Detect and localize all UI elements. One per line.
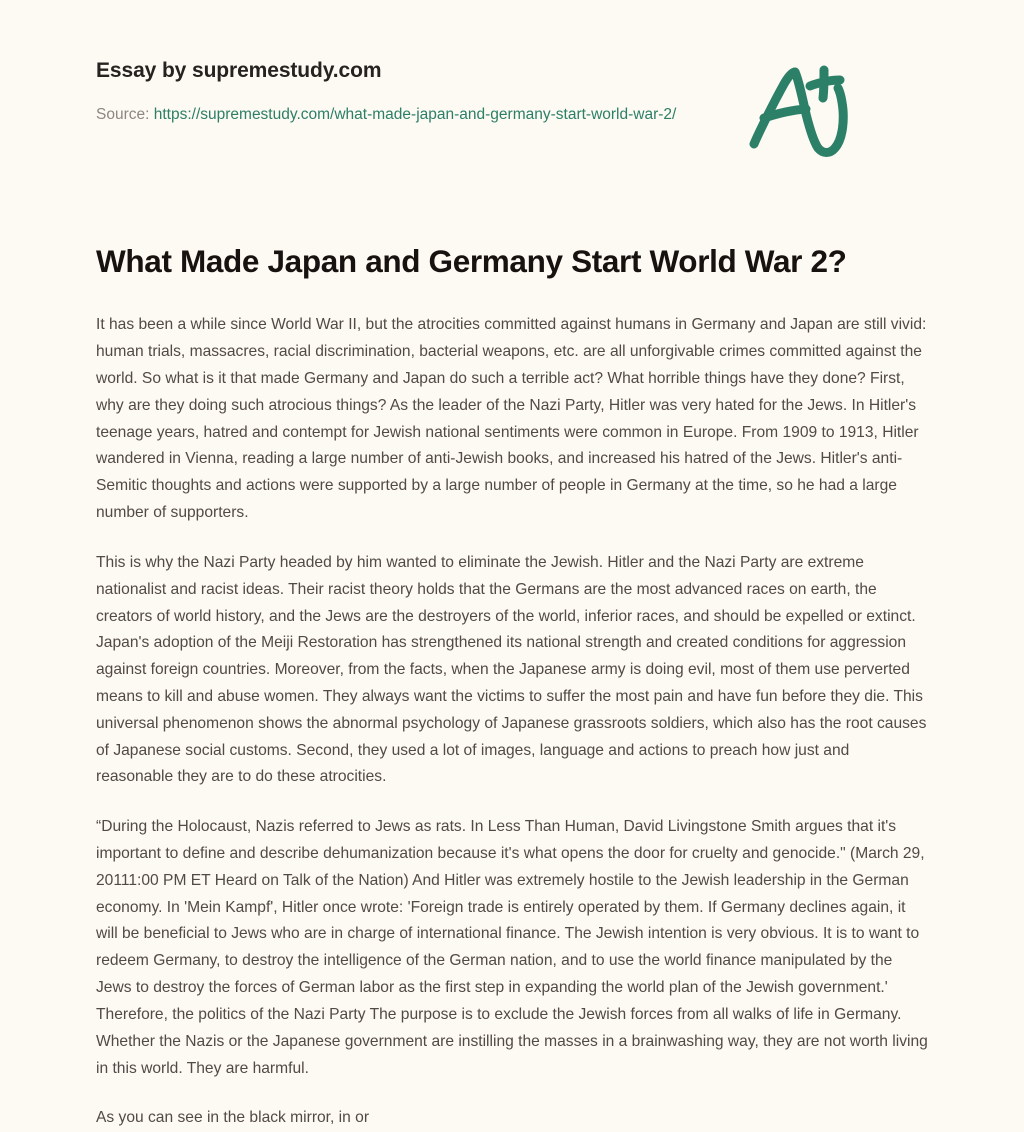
source-url-link[interactable]: https://supremestudy.com/what-made-japan-and-germany-start-world-war-2/ — [153, 106, 677, 124]
body-paragraph: This is why the Nazi Party headed by him wanted to eliminate the Jewish. Hitler and the Nazi Party are extreme nationalist and racist ideas. Their racist theory holds that the Germans are the most advanced races on earth, the creators of world history, and the Jews are the destroyers of the world, inferior races, and should be expelled or extinct. Japan's adoption of the Meiji Restoration has strengthened its national strength and created conditions for aggression against foreign countries. Moreover, from the facts, when the Japanese army is doing evil, most of them use perverted means to kill and abuse women. They always want the victims to suffer the most pain and have fun before they die. This universal phenomenon shows the abnormal psychology of Japanese grassroots soldiers, which also has the root causes of Japanese social customs. Second, they used a lot of images, language and actions to preach how just and reasonable they are to do these atrocities. — [96, 553, 927, 786]
byline: Essay by supremestudy.com — [96, 59, 382, 82]
body-paragraph: It has been a while since World War II, but the atrocities committed against humans in Germany and Japan are still vivid: human trials, massacres, racial discrimination, bacterial weapons, etc. are all unforgivable crimes committed against the world. So what is it that made Germany and Japan do such a terrible act? What horrible things have they done? First, why are they doing such atrocious things? As the leader of the Nazi Party, Hitler was very hated for the Jews. In Hitler's teenage years, hatred and contempt for Jewish national sentiments were common in Europe. From 1909 to 1913, Hitler wandered in Vienna, reading a large number of anti-Jewish books, and increased his hatred of the Jews. Hitler's anti-Semitic thoughts and actions were supported by a large number of people in Germany at the time, so he had a large number of supporters. — [96, 316, 927, 522]
body-paragraph: “During the Holocaust, Nazis referred to Jews as rats. In Less Than Human, David Livingstone Smith argues that it's important to define and describe dehumanization because it's what opens the door for cruelty and genocide." (March 29, 20111:00 PM ET Heard on Talk of the Nation) And Hitler was extremely hostile to the Jewish leadership in the German economy. In 'Mein Kampf', Hitler once wrote: 'Foreign trade is entirely operated by them. If Germany declines again, it will be beneficial to Jews who are in charge of international finance. The Jewish intention is very obvious. It is to want to redeem Germany, to destroy the intelligence of the German nation, and to use the world finance manipulated by the Jews to destroy the forces of German labor as the first step in expanding the world plan of the Jewish government.' Therefore, the politics of the Nazi Party The purpose is to exclude the Jewish forces from all walks of life in Germany. Whether the Nazis or the Japanese government are instilling the masses in a brainwashing way, they are not worth living in this world. They are harmful. — [96, 818, 928, 1077]
page-title: What Made Japan and Germany Start World War 2? — [96, 243, 847, 279]
a-plus-logo-icon[interactable] — [730, 48, 870, 168]
article-body — [96, 312, 928, 1132]
source-label: Source: — [96, 106, 150, 124]
page-header — [96, 0, 928, 140]
body-paragraph: As you can see in the black mirror, in or — [96, 1109, 370, 1127]
